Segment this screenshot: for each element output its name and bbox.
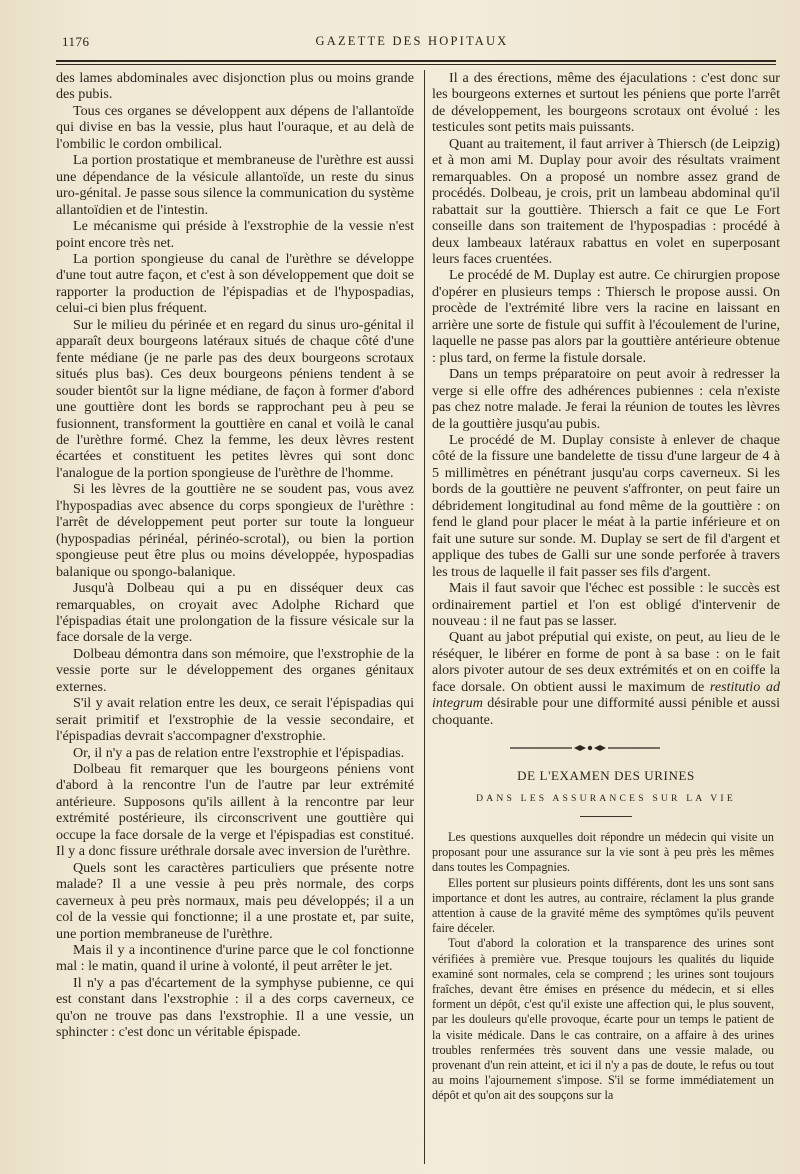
- section-title: DE L'EXAMEN DES URINES: [517, 768, 695, 783]
- left-column: [56, 70, 414, 1041]
- paragraph: des lames abdominales avec disjonction plus ou moins grande des pubis.: [56, 70, 414, 103]
- paragraph: La portion spongieuse du canal de l'urèthre se développe d'une tout autre façon, et c'est à son développement que doit se rapporter la production de l'épispadias et de l'hypospadias, celui-ci bien plus fréquent.: [56, 250, 414, 317]
- paragraph-final: [432, 629, 780, 728]
- section-rule: [580, 816, 632, 817]
- paragraph: Dans un temps préparatoire on peut avoir à redresser la verge si elle offre des adhérences pubiennes : cela n'existe pas chez notre malade. Je ferai la réunion de toutes les lèvres de la gouttière jusqu'au pubis.: [432, 366, 780, 432]
- paragraph: Mais il faut savoir que l'échec est possible : le succès est ordinairement partiel et l'on est obligé d'intervenir de nouveau : il ne faut pas se lasser.: [432, 580, 780, 629]
- paragraph: La portion prostatique et membraneuse de l'urèthre est aussi une dépendance de la vésicule allantoïde, un reste du sinus uro-génital. Je passe sous silence la communication du système allantoïdien et de l'intestin.: [56, 152, 414, 218]
- paragraph: Quant au traitement, il faut arriver à Thiersch (de Leipzig) et à mon ami M. Duplay pour avoir des résultats vraiment remarquables. On a proposé un nombre assez grand de procédés. Dolbeau, je crois, prit un lambeau abdominal qu'il rabattait sur la gouttière. Thiersch a fait ce que Le Fort conseille dans son traitement de l'hypospadias : procédé à deux lambeaux latéraux rabattus en volet en superposant leurs faces cruentées.: [432, 135, 780, 267]
- text-run: Quant au jabot préputial qui existe, on peut, au lieu de le réséquer, le libérer en forme de pont à sa base : on le fait alors pivoter autour de ses deux extrémités et on en coiffe la face dorsale. On obtient aussi le maximum de: [432, 629, 780, 695]
- paragraph: Mais il y a incontinence d'urine parce que le col fonctionne mal : le matin, quand il urine à volonté, il peut arrêter le jet.: [56, 942, 414, 975]
- paragraph: Or, il n'y a pas de relation entre l'exstrophie et l'épispadias.: [73, 744, 405, 761]
- paragraph: Elles portent sur plusieurs points différents, dont les uns sont sans importance et dont les autres, au contraire, réclament la plus grande attention à cause de la gravité même des symptômes qu'ils peuvent faire déceler.: [432, 875, 774, 936]
- page-header: [62, 30, 762, 54]
- column-divider: [424, 70, 425, 1164]
- section-subtitle: DANS LES ASSURANCES SUR LA VIE: [476, 793, 736, 804]
- paragraph: Le procédé de M. Duplay consiste à enlever de chaque côté de la fissure une bandelette de tissu d'une largeur de 4 à 5 millimètres en pénétrant jusqu'au corps caverneux. Si les bords de la gouttière ne peuvent s'affronter, on peut faire un débridement longitudinal au fond même de la gouttière : on fend le gland pour placer le méat à la partie inférieure et on fait une suture sur sonde. M. Duplay se sert de fil d'argent et applique des tubes de Galli sur une sonde perforée à travers les trous de laquelle il fait passer ses fils d'argent.: [432, 431, 780, 580]
- paragraph: Les questions auxquelles doit répondre un médecin qui visite un proposant pour une assurance sur la vie sont à peu près les mêmes dans toutes les Compagnies.: [432, 830, 774, 875]
- text-run: désirable pour une difformité aussi pénible et aussi choquante.: [432, 695, 780, 728]
- right-column: [432, 70, 780, 728]
- paragraph: Dolbeau démontra dans son mémoire, que l'exstrophie de la vessie porte sur le développement des organes génitaux externes.: [56, 645, 414, 695]
- section-ornament: [510, 743, 660, 753]
- header-rule: [56, 60, 776, 62]
- paragraph: Le mécanisme qui préside à l'exstrophie de la vessie n'est point encore très net.: [56, 218, 414, 251]
- italic-latin-phrase: restitutio ad integrum: [432, 678, 780, 712]
- paragraph: Tout d'abord la coloration et la transparence des urines sont vérifiées à première vue. Presque toujours les qualités du liquide examiné sont normales, cela se comprend ; les urines sont toujours fraîches, devant être émises en présence du médecin, et si elles forment un dépôt, c'est qu'il existe une affection qui, le plus souvent, par les douleurs qu'elle provoque, écarte pour un temps le patient de la visite médicale. Dans le cas contraire, on a affaire à des urines troubles renfermées très souvent dans une vessie malade, ou provenant d'un rein atteint, et ici il n'y a pas de doute, le refus ou tout au moins l'ajournement s'impose. S'il se forme immédiatement un dépôt et qu'on ait des soupçons sur la: [432, 936, 774, 1103]
- header-rule-thin: [56, 64, 776, 65]
- page-number: 1176: [62, 34, 90, 49]
- paragraph: Tous ces organes se développent aux dépens de l'allantoïde qui divise en bas la vessie, plus haut l'ouraque, et au delà de l'ombilic le cordon ombilical.: [56, 102, 414, 152]
- paragraph: Il n'y a pas d'écartement de la symphyse pubienne, ce qui est constant dans l'exstrophie : il a des corps caverneux, ce qu'on ne trouve pas dans l'exstrophie. Il a une vessie, un sphincter : c'est donc un véritable épispade.: [56, 974, 414, 1041]
- paragraph: Sur le milieu du périnée et en regard du sinus uro-génital il apparaît deux bourgeons latéraux situés de chaque côté d'une fente médiane (je ne parle pas des deux bourgeons scrotaux situés plus bas). Ces deux bourgeons péniens tendent à se souder bientôt sur la ligne médiane, de façon à former d'abord une gouttière dont les bords se rapprochant peu à peu se fusionnent, transforment la gouttière en canal et voilà le canal de l'urèthre formé. Chez la femme, les deux lèvres restent écartées et constituent les petites lèvres qui sont donc l'analogue de la portion spongieuse de l'urèthre de l'homme.: [56, 316, 414, 481]
- paragraph: Si les lèvres de la gouttière ne se soudent pas, vous avez l'hypospadias avec absence du corps spongieux de l'urèthre : l'arrêt de développement peut porter sur toute la longueur (hypospadias périnéal, périnéo-scrotal), ou bien la portion spongieuse peut être plus ou moins développée, hypospadias balanique ou spongo-balanique.: [56, 481, 414, 580]
- paragraph: S'il y avait relation entre les deux, ce serait l'épispadias qui serait primitif et l'exstrophie de la vessie secondaire, et l'épispadias devrait s'accompagner d'exstrophie.: [56, 695, 414, 745]
- journal-title: GAZETTE DES HOPITAUX: [315, 34, 509, 48]
- paragraph: Dolbeau fit remarquer que les bourgeons péniens vont d'abord à la rencontre l'un de l'autre par leur extrémité antérieure. Supposons qu'ils aillent à la rencontre par leur extrémité postérieure, ils circonscrivent une gouttière qui occupe la face dorsale de la verge et l'épispadias est constitué. Il y a donc fissure uréthrale dorsale avec inversion de l'urèthre.: [56, 761, 414, 860]
- paragraph: Il a des érections, même des éjaculations : c'est donc sur les bourgeons externes et surtout les péniens que porte l'arrêt de développement, les bourgeons scrotaux ont évolué : les testicules sont petits mais puissants.: [432, 70, 780, 136]
- paragraph: Quels sont les caractères particuliers que présente notre malade? Il a une vessie à peu près normale, des corps caverneux à peu près normaux, mais peu développés; il a un col de la vessie qui fonctionne; il a une prostate et, par suite, une portion membraneuse de l'urèthre.: [56, 859, 414, 942]
- paragraph: Le procédé de M. Duplay est autre. Ce chirurgien propose d'opérer en plusieurs temps : Thiersch le propose aussi. On procède de l'extrémité libre vers la racine en laissant en arrière une sorte de fistule qui suffit à l'écoulement de l'urine, laquelle ne passe pas alors par la gouttière antérieure obtenue : plus tard, on ferme la fistule dorsale.: [432, 267, 780, 366]
- paragraph: Jusqu'à Dolbeau qui a pu en disséquer deux cas remarquables, on croyait avec Adolphe Richard que l'épispadias était une prolongation de la fissure vésicale sur la face dorsale de la verge.: [56, 580, 414, 646]
- section-body: [432, 830, 774, 1104]
